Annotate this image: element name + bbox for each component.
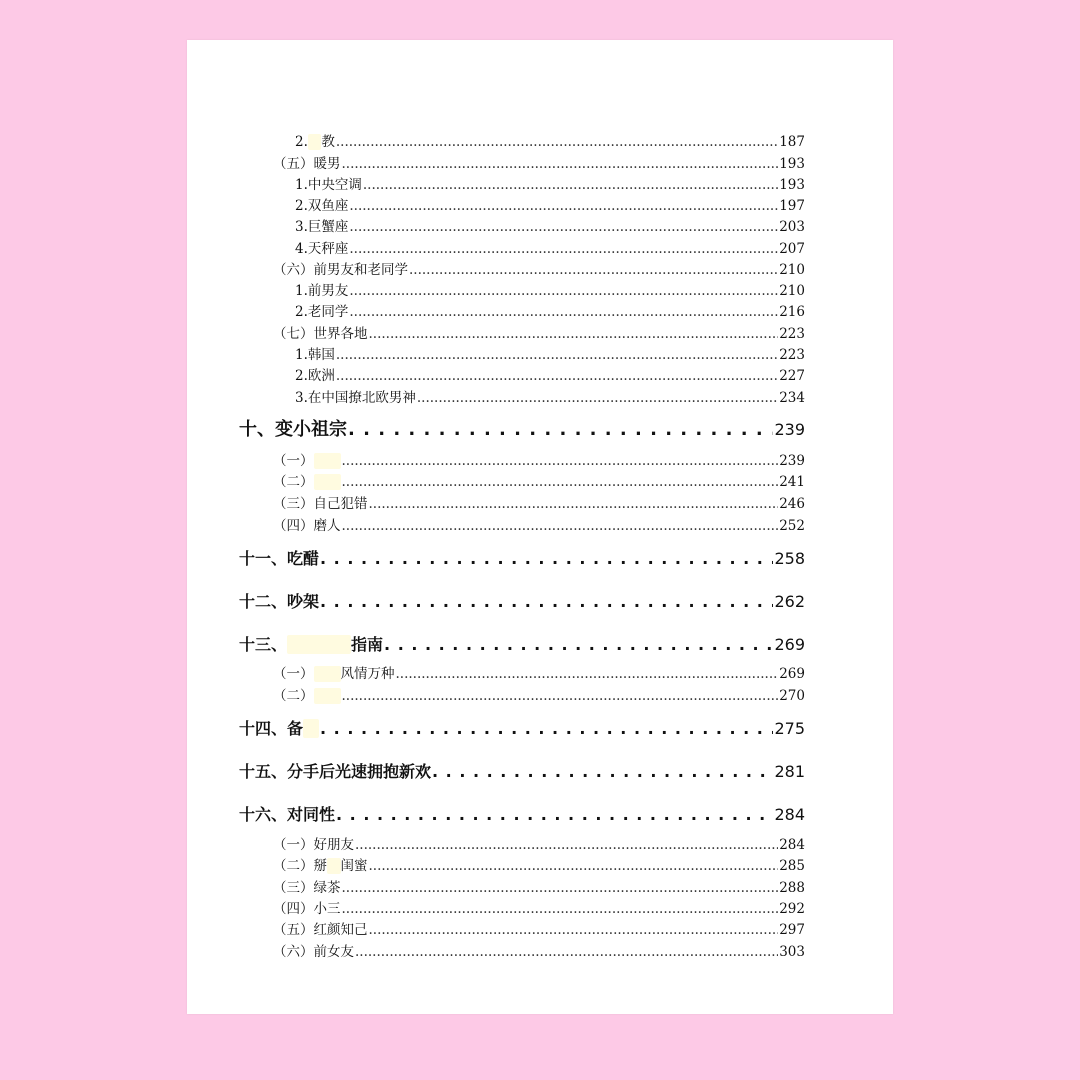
toc-entry-title: （一）好朋友 <box>273 837 354 853</box>
redacted-text-highlight <box>314 666 341 682</box>
toc-page-number: 239 <box>779 453 805 469</box>
toc-section-entry[interactable] <box>273 516 805 536</box>
toc-chapter-entry[interactable] <box>239 760 805 784</box>
toc-page-number: 269 <box>779 666 805 682</box>
dot-leader <box>355 835 778 855</box>
toc-entry-title: 1.中央空调 <box>295 177 362 193</box>
dot-leader <box>355 942 778 962</box>
toc-page-number: 241 <box>779 474 805 490</box>
toc-page-number: 303 <box>779 944 805 960</box>
toc-chapter-entry[interactable] <box>239 633 805 657</box>
toc-page-number: 207 <box>779 241 805 257</box>
dot-leader <box>336 366 778 386</box>
toc-page-number: 223 <box>779 326 805 342</box>
toc-section-entry[interactable] <box>295 217 805 237</box>
toc-page-number: 193 <box>779 156 805 172</box>
toc-entry-title: （四）小三 <box>273 901 341 917</box>
toc-section-entry[interactable] <box>295 239 805 259</box>
toc-page-number: 285 <box>779 858 805 874</box>
toc-page-number: 210 <box>779 283 805 299</box>
toc-entry-title: 十三、 指南 <box>239 635 384 654</box>
toc-entry-title: （二）掰 闺蜜 <box>273 858 368 874</box>
toc-section-entry[interactable] <box>273 942 805 962</box>
toc-entry-title: 十一、吃醋 <box>239 549 320 568</box>
toc-page-number: 187 <box>779 134 805 150</box>
toc-page-number: 210 <box>779 262 805 278</box>
dot-leader <box>363 175 778 195</box>
toc-entry-title: 十、变小祖宗 <box>239 419 347 440</box>
toc-entry-title: 1.韩国 <box>295 347 335 363</box>
redacted-text-highlight <box>314 688 341 704</box>
toc-section-entry[interactable] <box>273 856 805 876</box>
toc-chapter-entry[interactable] <box>239 418 805 442</box>
dot-leader <box>396 664 779 684</box>
toc-entry-title: 2.双鱼座 <box>295 198 349 214</box>
toc-page-number: 284 <box>774 805 805 824</box>
dot-leader <box>320 590 773 614</box>
toc-entry-title: （六）前女友 <box>273 944 354 960</box>
toc-section-entry[interactable] <box>295 196 805 216</box>
toc-entry-title: （三）绿茶 <box>273 880 341 896</box>
dot-leader <box>369 324 779 344</box>
toc-page-number: 227 <box>779 368 805 384</box>
toc-page-number: 203 <box>779 219 805 235</box>
toc-section-entry[interactable] <box>295 345 805 365</box>
toc-section-entry[interactable] <box>273 324 805 344</box>
dot-leader <box>432 760 773 784</box>
dot-leader <box>342 516 779 536</box>
toc-entry-title: 3.巨蟹座 <box>295 219 349 235</box>
toc-section-entry[interactable] <box>295 175 805 195</box>
toc-entry-title: 4.天秤座 <box>295 241 349 257</box>
toc-entry-title: 十二、吵架 <box>239 592 320 611</box>
toc-page-number: 223 <box>779 347 805 363</box>
toc-entry-title: 十五、分手后光速拥抱新欢 <box>239 762 432 781</box>
dot-leader <box>349 217 778 237</box>
toc-entry-title: 3.在中国撩北欧男神 <box>295 390 416 406</box>
toc-page-number: 269 <box>774 635 805 654</box>
toc-entry-title: （二） <box>273 686 341 706</box>
toc-page-number: 292 <box>779 901 805 917</box>
dot-leader <box>320 547 773 571</box>
toc-section-entry[interactable] <box>273 451 805 471</box>
toc-page-number: 288 <box>779 880 805 896</box>
redacted-text-highlight <box>314 474 341 490</box>
dot-leader <box>384 633 773 657</box>
dot-leader <box>342 451 779 471</box>
dot-leader <box>342 686 779 706</box>
toc-section-entry[interactable] <box>273 920 805 940</box>
redacted-text-highlight <box>327 858 341 874</box>
toc-entry-title: （五）暖男 <box>273 156 341 172</box>
dot-leader <box>369 856 779 876</box>
toc-page-number: 197 <box>779 198 805 214</box>
toc-page-number: 234 <box>779 390 805 406</box>
toc-entry-title: （一） 风情万种 <box>273 666 395 682</box>
dot-leader <box>348 418 773 442</box>
toc-entry-title: （一） <box>273 451 341 471</box>
toc-section-entry[interactable] <box>295 132 805 152</box>
dot-leader <box>369 920 779 940</box>
toc-page-number: 216 <box>779 304 805 320</box>
toc-chapter-entry[interactable] <box>239 717 805 741</box>
toc-page-number: 239 <box>774 420 805 439</box>
toc-entry-title: 十四、备 <box>239 717 319 741</box>
toc-entry-title: 2.欧洲 <box>295 368 335 384</box>
redacted-text-highlight <box>303 719 319 738</box>
dot-leader <box>336 803 773 827</box>
toc-page-number: 246 <box>779 496 805 512</box>
toc-entry-title: （二） <box>273 472 341 492</box>
toc-section-entry[interactable] <box>273 664 805 684</box>
dot-leader <box>336 132 778 152</box>
toc-entry-title: （三）自己犯错 <box>273 496 368 512</box>
toc-section-entry[interactable] <box>273 154 805 174</box>
toc-page-number: 262 <box>774 592 805 611</box>
document-page <box>187 40 893 1014</box>
toc-entry-title: （四）磨人 <box>273 518 341 534</box>
dot-leader <box>342 878 779 898</box>
dot-leader <box>320 717 773 741</box>
redacted-text-highlight <box>308 134 322 150</box>
toc-section-entry[interactable] <box>273 878 805 898</box>
toc-section-entry[interactable] <box>295 388 805 408</box>
dot-leader <box>349 196 778 216</box>
toc-section-entry[interactable] <box>273 835 805 855</box>
toc-entry-title: 十六、对同性 <box>239 805 336 824</box>
dot-leader <box>409 260 778 280</box>
dot-leader <box>342 472 779 492</box>
toc-section-entry[interactable] <box>273 686 805 706</box>
toc-page-number: 284 <box>779 837 805 853</box>
toc-chapter-entry[interactable] <box>239 590 805 614</box>
toc-entry-title: 2.老同学 <box>295 304 349 320</box>
toc-page-number: 270 <box>779 688 805 704</box>
toc-page-number: 297 <box>779 922 805 938</box>
redacted-text-highlight <box>287 635 351 654</box>
toc-entry-title: 2. 教 <box>295 134 335 150</box>
dot-leader <box>342 899 779 919</box>
dot-leader <box>342 154 779 174</box>
toc-section-entry[interactable] <box>295 302 805 322</box>
dot-leader <box>417 388 778 408</box>
toc-page-number: 258 <box>774 549 805 568</box>
toc-section-entry[interactable] <box>273 899 805 919</box>
dot-leader <box>349 302 778 322</box>
toc-section-entry[interactable] <box>295 281 805 301</box>
toc-page-number: 281 <box>774 762 805 781</box>
toc-entry-title: （五）红颜知己 <box>273 922 368 938</box>
toc-page-number: 275 <box>774 719 805 738</box>
redacted-text-highlight <box>314 453 341 469</box>
toc-section-entry[interactable] <box>295 366 805 386</box>
toc-chapter-entry[interactable] <box>239 547 805 571</box>
toc-entry-title: 1.前男友 <box>295 283 349 299</box>
toc-entry-title: （七）世界各地 <box>273 326 368 342</box>
toc-entry-title: （六）前男友和老同学 <box>273 262 408 278</box>
toc-page-number: 193 <box>779 177 805 193</box>
dot-leader <box>336 345 778 365</box>
toc-chapter-entry[interactable] <box>239 803 805 827</box>
toc-page-number: 252 <box>779 518 805 534</box>
toc-section-entry[interactable] <box>273 494 805 514</box>
dot-leader <box>349 281 778 301</box>
dot-leader <box>349 239 778 259</box>
dot-leader <box>369 494 779 514</box>
toc-section-entry[interactable] <box>273 260 805 280</box>
toc-section-entry[interactable] <box>273 472 805 492</box>
